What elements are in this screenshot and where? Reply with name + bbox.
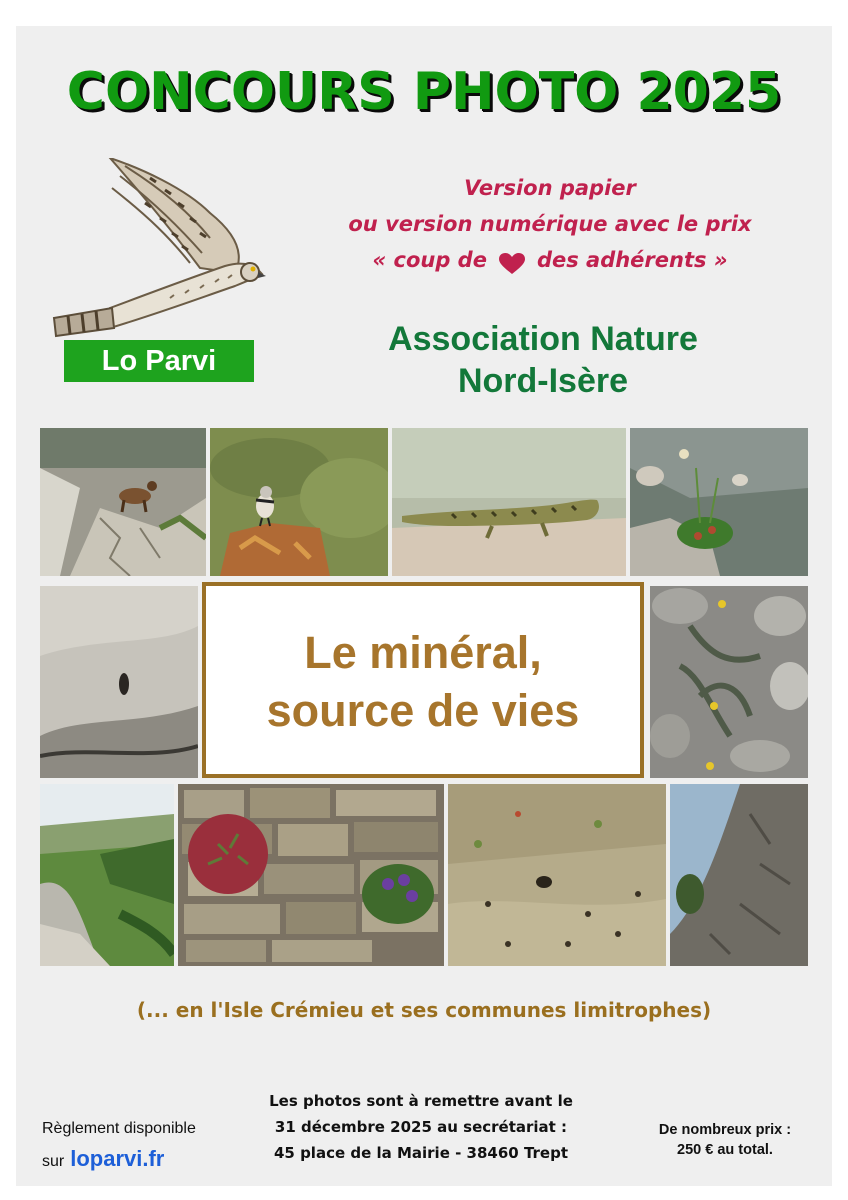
photo-sand-cliff-burrows bbox=[448, 784, 666, 966]
heart-icon bbox=[499, 250, 525, 272]
deposit-line-3: 45 place de la Mairie - 38460 Trept bbox=[273, 1144, 569, 1162]
deposit-line-1: Les photos sont à remettre avant le bbox=[269, 1092, 573, 1110]
deposit-line-2: 31 décembre 2025 au secrétariat : bbox=[274, 1118, 568, 1136]
reglement-line-2 bbox=[42, 1144, 232, 1177]
prizes-line-2: 250 € au total. bbox=[677, 1142, 773, 1158]
sparrowhawk-illustration bbox=[50, 158, 270, 338]
association-line-2: Nord-Isère bbox=[457, 362, 629, 400]
page-title: CONCOURS PHOTO 2025 bbox=[66, 62, 782, 122]
photo-plant-in-stream bbox=[630, 428, 808, 576]
association-name bbox=[318, 318, 768, 402]
photo-rock-cliff bbox=[670, 784, 808, 966]
photo-chamois-on-rocks bbox=[40, 428, 206, 576]
version-line-2: ou version numérique avec le prix bbox=[348, 212, 752, 236]
prizes-info bbox=[630, 1120, 820, 1160]
photo-stone-wall-flowers bbox=[178, 784, 444, 966]
photo-lizard-on-rock bbox=[392, 428, 626, 576]
version-line-3b: des adhérents » bbox=[536, 248, 728, 272]
reglement-prefix: sur bbox=[42, 1153, 65, 1170]
version-line-3a: « coup de bbox=[372, 248, 487, 272]
photo-valley-view bbox=[40, 784, 174, 966]
lo-parvi-badge: Lo Parvi bbox=[64, 340, 254, 382]
version-line-3 bbox=[320, 242, 780, 278]
version-line-1: Version papier bbox=[464, 176, 636, 200]
version-text bbox=[320, 170, 780, 278]
region-text: (... en l'Isle Crémieu et ses communes limitrophes) bbox=[136, 998, 712, 1022]
theme-line-2: source de vies bbox=[266, 685, 580, 736]
photo-bat-in-cave bbox=[40, 586, 198, 778]
website-link[interactable]: loparvi.fr bbox=[70, 1146, 165, 1171]
photo-plants-on-limestone bbox=[650, 586, 808, 778]
theme-text bbox=[206, 624, 640, 740]
prizes-line-1: De nombreux prix : bbox=[658, 1122, 792, 1138]
theme-line-1: Le minéral, bbox=[304, 627, 542, 678]
photo-wheatear-on-lichen-rock bbox=[210, 428, 388, 576]
theme-box bbox=[202, 582, 644, 778]
deposit-info bbox=[246, 1088, 596, 1166]
association-line-1: Association Nature bbox=[388, 320, 698, 358]
reglement-info bbox=[42, 1114, 232, 1177]
reglement-line-1: Règlement disponible bbox=[42, 1120, 196, 1137]
